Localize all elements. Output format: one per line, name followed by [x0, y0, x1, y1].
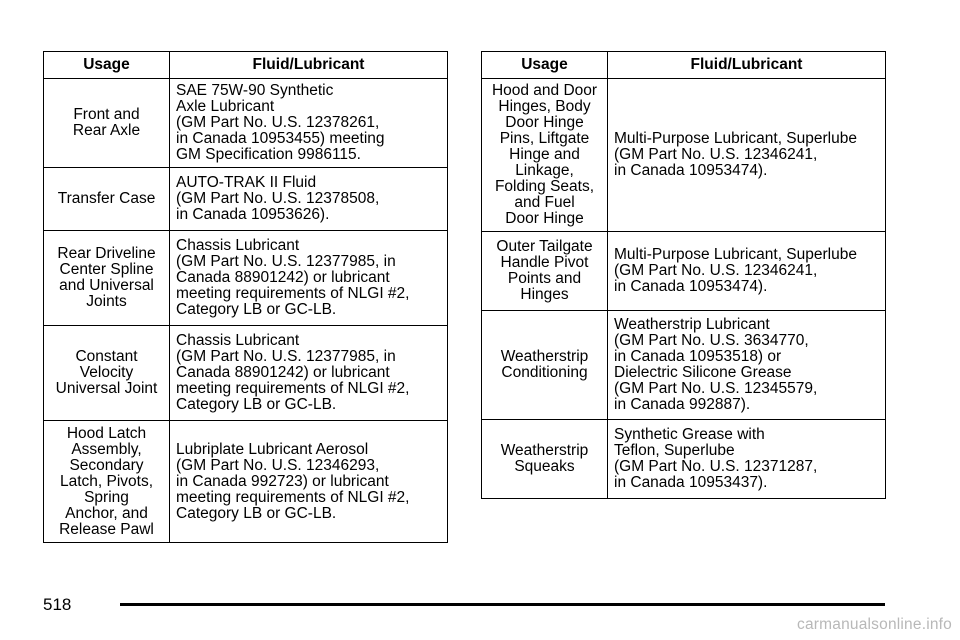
- fluid-cell: AUTO-TRAK II Fluid (GM Part No. U.S. 12378508, in Canada 10953626).: [170, 168, 448, 231]
- fluid-cell: SAE 75W-90 Synthetic Axle Lubricant (GM Part No. U.S. 12378261, in Canada 10953455) meeting GM Specification 9986115.: [170, 79, 448, 168]
- watermark-text: carmanualsonline.info: [797, 616, 952, 633]
- fluid-cell: Multi-Purpose Lubricant, Superlube (GM Part No. U.S. 12346241, in Canada 10953474).: [608, 79, 886, 232]
- usage-cell: Transfer Case: [44, 168, 170, 231]
- fluid-cell: Weatherstrip Lubricant (GM Part No. U.S. 3634770, in Canada 10953518) or Dielectric Silicone Grease (GM Part No. U.S. 12345579, in Canada 992887).: [608, 311, 886, 420]
- usage-cell: Rear Driveline Center Spline and Universal Joints: [44, 231, 170, 326]
- table-row: [44, 326, 448, 421]
- usage-cell: Outer Tailgate Handle Pivot Points and Hinges: [482, 232, 608, 311]
- usage-cell: Weatherstrip Conditioning: [482, 311, 608, 420]
- fluid-cell: Lubriplate Lubricant Aerosol (GM Part No. U.S. 12346293, in Canada 992723) or lubricant meeting requirements of NLGI #2, Category LB or GC-LB.: [170, 421, 448, 543]
- usage-cell: Weatherstrip Squeaks: [482, 420, 608, 499]
- fluid-column-header: Fluid/Lubricant: [608, 52, 886, 79]
- table-row: [44, 231, 448, 326]
- table-row: [44, 168, 448, 231]
- table-header-row: [44, 52, 448, 79]
- table-row: [482, 79, 886, 232]
- usage-column-header: Usage: [44, 52, 170, 79]
- fluid-cell: Multi-Purpose Lubricant, Superlube (GM Part No. U.S. 12346241, in Canada 10953474).: [608, 232, 886, 311]
- table-header-row: [482, 52, 886, 79]
- fluid-column-header: Fluid/Lubricant: [170, 52, 448, 79]
- page-number: 518: [43, 595, 72, 614]
- usage-cell: Hood and Door Hinges, Body Door Hinge Pins, Liftgate Hinge and Linkage, Folding Seats, and Fuel Door Hinge: [482, 79, 608, 232]
- lubricant-table-right: [481, 51, 886, 499]
- table-row: [482, 420, 886, 499]
- table-row: [482, 311, 886, 420]
- fluid-cell: Chassis Lubricant (GM Part No. U.S. 12377985, in Canada 88901242) or lubricant meeting requirements of NLGI #2, Category LB or GC-LB.: [170, 326, 448, 421]
- table-row: [44, 421, 448, 543]
- usage-cell: Front and Rear Axle: [44, 79, 170, 168]
- usage-cell: Hood Latch Assembly, Secondary Latch, Pivots, Spring Anchor, and Release Pawl: [44, 421, 170, 543]
- table-row: [482, 232, 886, 311]
- fluid-cell: Synthetic Grease with Teflon, Superlube (GM Part No. U.S. 12371287, in Canada 10953437).: [608, 420, 886, 499]
- table-row: [44, 79, 448, 168]
- usage-cell: Constant Velocity Universal Joint: [44, 326, 170, 421]
- lubricant-table-left: [43, 51, 448, 543]
- fluid-cell: Chassis Lubricant (GM Part No. U.S. 12377985, in Canada 88901242) or lubricant meeting requirements of NLGI #2, Category LB or GC-LB.: [170, 231, 448, 326]
- usage-column-header: Usage: [482, 52, 608, 79]
- footer-rule: [120, 603, 885, 606]
